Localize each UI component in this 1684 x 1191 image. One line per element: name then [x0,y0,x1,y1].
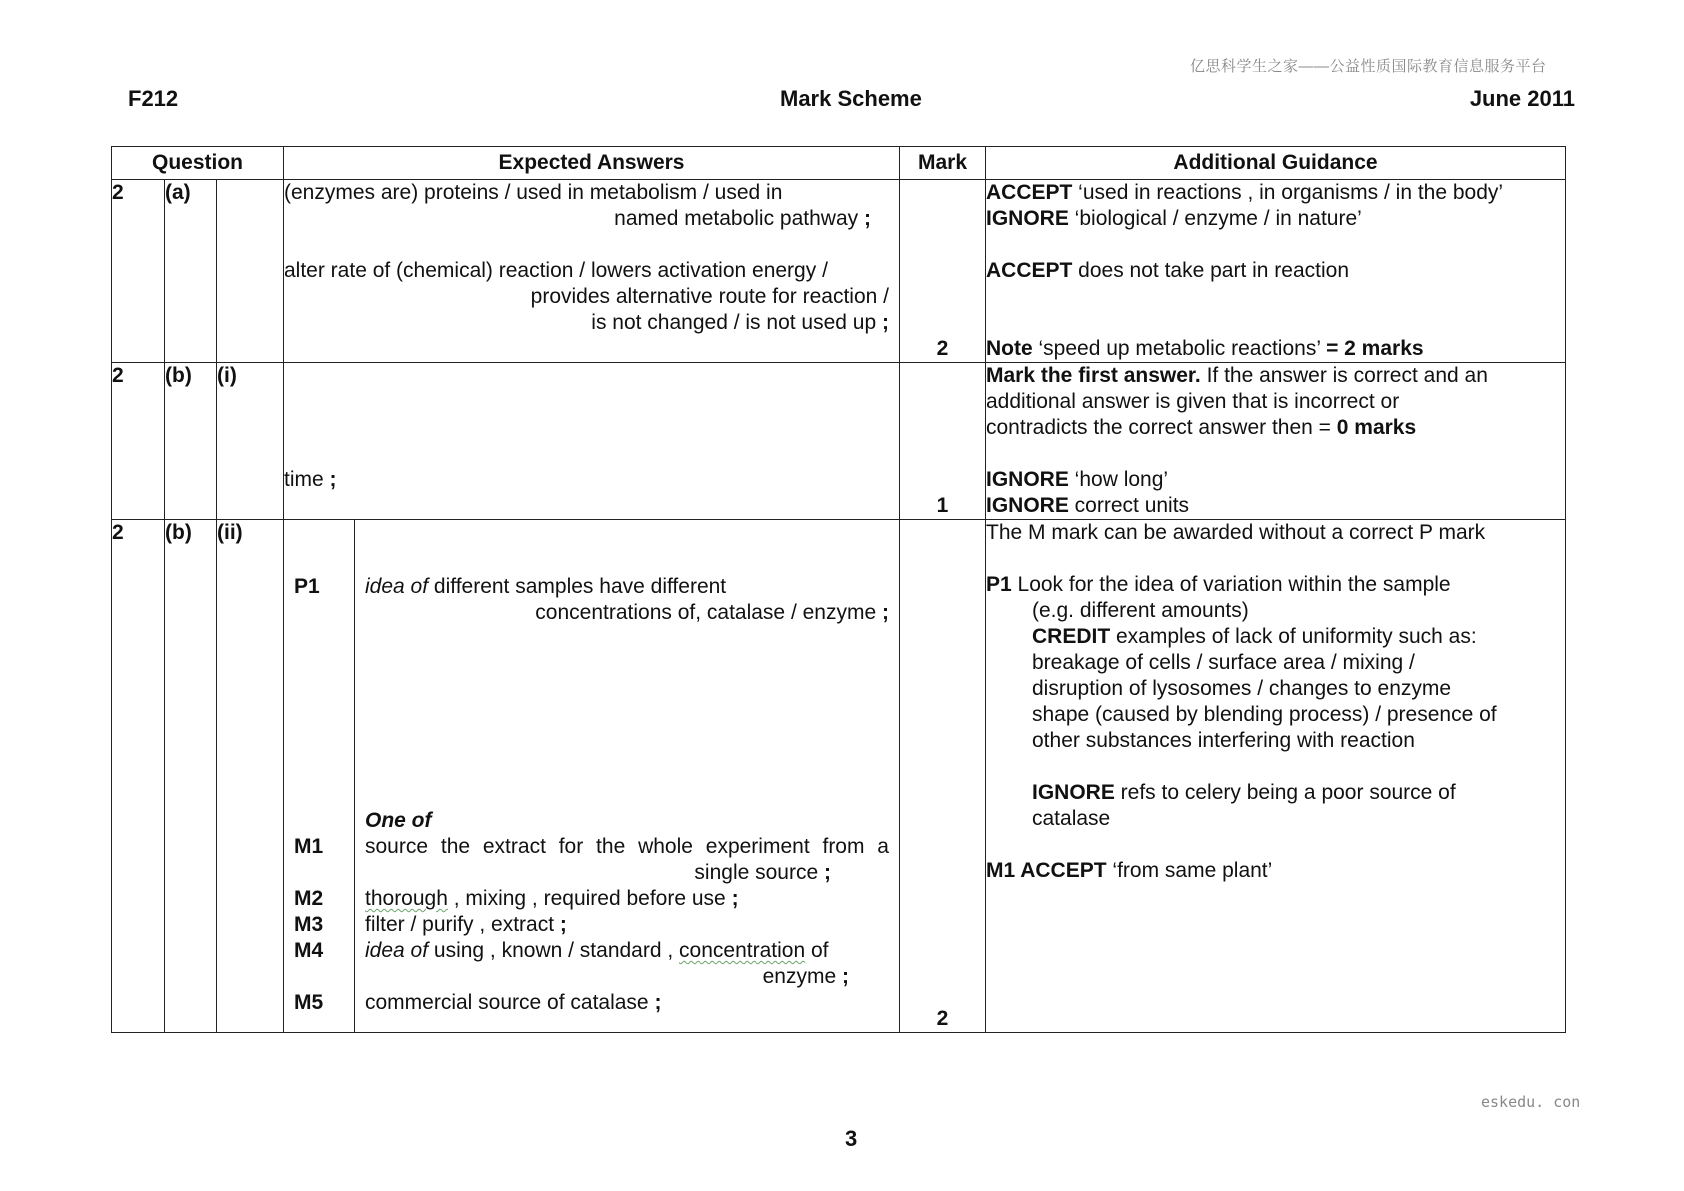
guidance-keyword: = 2 marks [1326,337,1424,360]
guidance-keyword: IGNORE [1032,781,1115,804]
answer-grid [284,520,899,1032]
guidance-line: breakage of cells / surface area / mixing / [1032,651,1415,674]
guidance-text: ‘used in reactions , in organisms / in the body’ [1072,181,1504,204]
point-label: M3 [294,913,324,936]
table-row [112,520,1566,1033]
answer-italic: idea of [365,575,429,598]
answer-text: using , known / standard , [428,939,680,962]
answer-text: named metabolic pathway [614,207,859,230]
guidance-keyword: Mark the first answer. [986,364,1201,387]
table-row [112,180,1566,363]
answer-separator: ; [654,991,662,1014]
guidance-text: correct units [1068,494,1190,517]
mark-value: 1 [900,363,986,520]
header-expected-answers: Expected Answers [284,147,900,180]
expected-answer [284,180,900,363]
mark-value: 2 [900,520,986,1033]
guidance-line [986,467,1565,493]
guidance-keyword: Note [986,337,1033,360]
header-code: F212 [128,86,179,111]
guidance-line [986,258,1565,284]
watermark-top: 亿思科学生之家——公益性质国际教育信息服务平台 [1190,58,1547,75]
question-part: (b) [165,520,217,1033]
answer-line: provides alternative route for reaction / [530,285,889,308]
guidance-line [986,572,1565,598]
point-texts [355,520,899,1032]
guidance-text: ‘biological / enzyme / in nature’ [1068,207,1362,230]
guidance-line [986,336,1565,362]
guidance-keyword: 0 marks [1336,416,1417,439]
answer-line [365,860,889,886]
answer-line: One of [365,809,432,832]
guidance-keyword: IGNORE [986,207,1069,230]
answer-text: single source [694,861,819,884]
guidance-line: disruption of lysosomes / changes to enzyme [1032,677,1452,700]
guidance-keyword: ACCEPT [986,181,1073,204]
question-number: 2 [112,520,165,1033]
point-label: M5 [294,991,324,1014]
question-subpart [217,180,284,363]
expected-answer [284,520,900,1033]
answer-text: thorough [365,887,448,910]
header-title: Mark Scheme [780,86,922,111]
point-label: M4 [294,939,324,962]
additional-guidance [986,520,1566,1033]
guidance-keyword: CREDIT [1032,625,1111,648]
question-number: 2 [112,363,165,520]
guidance-line [986,415,1565,441]
answer-text: , mixing , required before use [447,887,726,910]
answer-text: time [284,468,324,491]
answer-italic: idea of [365,939,429,962]
answer-line [284,206,899,232]
question-subpart: (ii) [217,520,284,1033]
guidance-text: ‘speed up metabolic reactions’ [1032,337,1327,360]
table-header-row [112,147,1566,180]
guidance-text: contradicts the correct answer then = [986,416,1337,439]
guidance-line: other substances interfering with reaction [1032,729,1415,752]
answer-line: source the extract for the whole experiment from a [365,835,889,858]
guidance-line: shape (caused by blending process) / presence of [1032,703,1497,726]
mark-value: 2 [900,180,986,363]
guidance-line [986,624,1565,650]
guidance-keyword: IGNORE [986,468,1069,491]
watermark-bottom: eskedu. con [1481,1093,1581,1111]
answer-separator: ; [329,468,337,491]
guidance-line: (e.g. different amounts) [1032,599,1249,622]
answer-separator: ; [842,965,849,988]
guidance-keyword: P1 [986,573,1012,596]
answer-line [365,912,889,938]
guidance-keyword: IGNORE [986,494,1069,517]
answer-text: concentration [679,939,806,962]
answer-text: enzyme [762,965,837,988]
answer-line: alter rate of (chemical) reaction / lowers activation energy / [284,259,828,282]
mark-scheme-table [111,146,1566,1033]
question-part: (a) [165,180,217,363]
answer-text: filter / purify , extract [365,913,555,936]
guidance-text: refs to celery being a poor source of [1114,781,1456,804]
answer-separator: ; [882,601,889,624]
answer-line [365,990,889,1016]
answer-line [365,574,889,600]
answer-text: is not changed / is not used up [591,311,877,334]
guidance-text: examples of lack of uniformity such as: [1110,625,1477,648]
answer-separator: ; [731,887,739,910]
question-part: (b) [165,363,217,520]
header-mark: Mark [900,147,986,180]
guidance-line [986,858,1565,884]
answer-separator: ; [864,207,871,230]
point-label: M1 [294,835,324,858]
answer-separator: ; [824,861,831,884]
point-label: M2 [294,887,324,910]
answer-separator: ; [882,311,889,334]
answer-separator: ; [559,913,567,936]
guidance-line [986,180,1565,206]
answer-line [365,938,889,964]
answer-text: commercial source of catalase [365,991,649,1014]
additional-guidance [986,180,1566,363]
header-question: Question [112,147,284,180]
answer-line [365,600,889,626]
guidance-line [986,206,1565,232]
answer-text: different samples have different [428,575,727,598]
guidance-text: ‘from same plant’ [1106,859,1273,882]
answer-line [284,310,899,336]
header-additional-guidance: Additional Guidance [986,147,1566,180]
guidance-keyword: ACCEPT [986,259,1073,282]
answer-text: of [805,939,829,962]
table-row [112,363,1566,520]
answer-line: (enzymes are) proteins / used in metabolism / used in [284,181,783,204]
point-labels [284,520,355,1032]
guidance-line: additional answer is given that is incorrect or [986,390,1400,413]
expected-answer [284,363,900,520]
guidance-text: does not take part in reaction [1072,259,1350,282]
guidance-line [986,363,1565,389]
point-label: P1 [294,575,320,598]
guidance-line: The M mark can be awarded without a correct P mark [986,521,1486,544]
guidance-text: If the answer is correct and an [1200,364,1488,387]
page-number: 3 [845,1126,858,1151]
question-subpart: (i) [217,363,284,520]
header-date: June 2011 [1469,86,1575,111]
answer-line [365,964,889,990]
guidance-line: catalase [1032,807,1111,830]
guidance-text: ‘how long’ [1068,468,1169,491]
question-number: 2 [112,180,165,363]
guidance-text: Look for the idea of variation within the sample [1011,573,1451,596]
guidance-keyword: M1 ACCEPT [986,859,1107,882]
additional-guidance [986,363,1566,520]
guidance-line [986,780,1565,806]
guidance-line [986,493,1565,519]
answer-line [365,886,889,912]
answer-text: concentrations of, catalase / enzyme [535,601,877,624]
answer-line [284,467,899,493]
